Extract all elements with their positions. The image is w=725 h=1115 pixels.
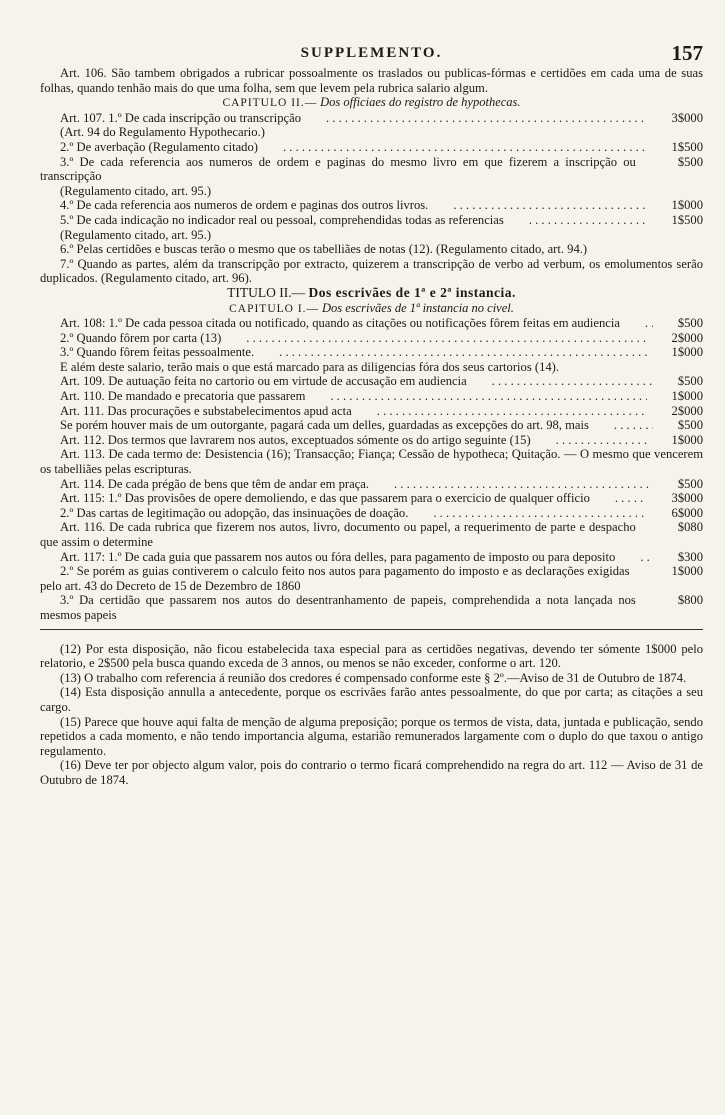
tariff-item: 2.º Se porém as guias contiverem o calculo feito nos autos para pagamento do imposto e as declarações exigidas pelo art. 43 do Decreto de 15 de Dezembro de 1860 . . . 1$000: [40, 564, 703, 593]
tariff-note: Art. 113. De cada termo de: Desistencia (16); Transacção; Fiança; Cessão de hypotheca; Quitação. — O mesmo que vencerem os tabelliães pelas escripturas.: [40, 447, 703, 477]
tariff-item: Art. 109. De autuação feita no cartorio ou em virtude de accusação em audiencia . . . $500: [40, 374, 703, 389]
title-label: TITULO II.—: [227, 284, 306, 300]
tariff-note: 6.º Pelas certidões e buscas terão o mesmo que os tabelliães de notas (12). (Regulamento citado, art. 94.): [60, 242, 588, 257]
tariff-item: 2.º De averbação (Regulamento citado) . . . 1$500: [40, 140, 703, 155]
tariff-item: Art. 111. Das procurações e substabelecimentos apud acta . . . 2$000: [40, 404, 703, 419]
tariff-item: Art. 107. 1.º De cada inscripção ou transcripção . . . 3$000: [40, 111, 703, 126]
chapter-heading: [40, 301, 703, 317]
chapter-title: Dos escrivães de 1ª instancia no civel.: [321, 300, 514, 315]
title-text: Dos escrivães de 1ª e 2ª instancia.: [308, 284, 516, 300]
running-title: SUPPLEMENTO.: [300, 45, 443, 61]
tariff-item: 3.º Quando fôrem feitas pessoalmente. . . . 1$000: [40, 345, 703, 360]
chapter-heading: [40, 95, 703, 111]
title-heading: [40, 286, 703, 301]
tariff-note: (Regulamento citado, art. 95.): [60, 227, 212, 242]
tariff-item: 2.º Quando fôrem por carta (13) . . . 2$000: [40, 331, 703, 346]
tariff-item: 3.º Da certidão que passarem nos autos do desentranhamento de papeis, comprehendida a nota lançada nos mesmos papeis . . . $800: [40, 593, 703, 622]
paragraph-art-106: Art. 106. São tambem obrigados a rubricar possoalmente os traslados ou publicas-fórmas e certidões em cada uma de suas folhas, quando tenhão mais do que uma folha, sem que levem pela rubrica salario algum.: [40, 66, 703, 95]
tariff-note: (Art. 94 do Regulamento Hypothecario.): [60, 125, 265, 140]
tariff-item: 4.º De cada referencia aos numeros de ordem e paginas dos outros livros. . . . 1$000: [40, 198, 703, 213]
tariff-item: Art. 112. Dos termos que lavrarem nos autos, exceptuados sómente os do artigo seguinte (15) . . . 1$000: [40, 433, 703, 448]
tariff-item: 5.º De cada indicação no indicador real ou pessoal, comprehendidas todas as referencias . . . 1$500: [40, 213, 703, 228]
tariff-item: Se porém houver mais de um outorgante, pagará cada um delles, guardadas as excepções do art. 98, mais . . . $500: [40, 418, 703, 433]
chapter-title: Dos officiaes do registro de hypothecas.: [320, 95, 521, 110]
footnote: (15) Parece que houve aqui falta de menção de alguma preposição; porque os termos de vista, data, juntada e publicação, sendo repetidos a cada momento, e não tendo importancia alguma, estarião remunerados largamente com o duplo do que taxou o antigo regulamento.: [40, 714, 703, 758]
tariff-note: (Regulamento citado, art. 95.): [60, 183, 212, 198]
tariff-item: Art. 114. De cada prégão de bens que têm de andar em praça. . . . $500: [40, 477, 703, 492]
tariff-item: Art. 115: 1.º Das provisões de opere demoliendo, e das que passarem para o exercicio de qualquer officio . . . 3$000: [40, 491, 703, 506]
tariff-note: 7.º Quando as partes, além da transcripção por extracto, quizerem a transcripção de verbo ad verbum, os emolumentos serão duplicados. (Regulamento citado, art. 96).: [40, 256, 703, 286]
tariff-item: Art. 116. De cada rubrica que fizerem nos autos, livro, documento ou papel, a requerimento de parte e despacho que assim o determine . . . $080: [40, 520, 703, 549]
tariff-item: 3.º De cada referencia aos numeros de ordem e paginas do mesmo livro em que fizerem a inscripção ou transcripção . . . $500: [40, 155, 703, 184]
chapter-label: CAPITULO I.—: [229, 302, 320, 315]
footnotes: [40, 642, 703, 788]
tariff-note: E além deste salario, terão mais o que está marcado para as diligencias fóra dos seus cartorios (14).: [60, 359, 560, 374]
tariff-item: Art. 108: 1.º De cada pessoa citada ou notificado, quando as citações ou notificações fôrem feitas em audiencia . . . $500: [40, 316, 703, 331]
tariff-item: Art. 117: 1.º De cada guia que passarem nos autos ou fóra delles, para pagamento de imposto ou para deposito . . . $300: [40, 550, 703, 565]
tariff-item: Art. 110. De mandado e precatoria que passarem . . . 1$000: [40, 389, 703, 404]
footnote: (12) Por esta disposição, não ficou estabelecida taxa especial para as certidões negativas, devendo ter sómente 1$000 pelo relatorio, e 2$500 pela busca quando exceda de 3 annos, ou menos se não exceder, conforme o art. 120.: [40, 641, 703, 671]
footnote: (16) Deve ter por objecto algum valor, pois do contrario o termo ficará comprehendido na regra do art. 112 — Aviso de 31 de Outubro de 1874.: [40, 758, 703, 787]
footnote-divider: [40, 629, 703, 630]
footnote: (14) Esta disposição annulla a antecedente, porque os escrivães farão antes pessoalmente, do que por carta; as citações a seu cargo.: [40, 685, 703, 714]
page-header: [40, 40, 703, 66]
tariff-item: 2.º Das cartas de legitimação ou adopção, das insinuações de doação. . . . 6$000: [40, 506, 703, 521]
main-text: [40, 66, 703, 623]
chapter-label: CAPITULO II.—: [222, 97, 318, 110]
page-number: 157: [671, 41, 703, 65]
footnote: (13) O trabalho com referencia á reunião dos credores é compensado conforme este § 2º.—Aviso de 31 de Outubro de 1874.: [60, 670, 687, 685]
